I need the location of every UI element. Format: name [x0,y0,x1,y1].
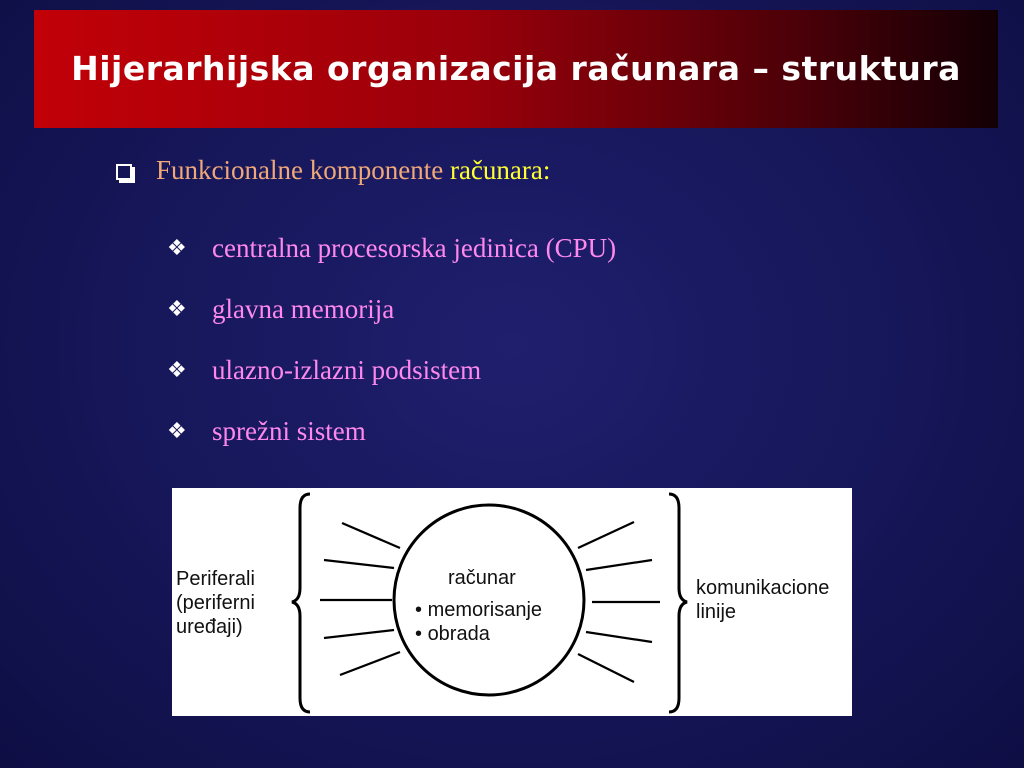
list-item [167,401,616,462]
right-label-line: linije [696,601,737,623]
main-bullet-text: Funkcionalne komponente [156,155,444,185]
left-rays [320,523,400,675]
sub-item-label: centralna procesorska jedinica (CPU) [212,233,617,263]
main-bullet [116,155,550,186]
right-brace-shape [669,494,687,712]
square-bullet-icon [116,164,132,180]
list-item [167,340,616,401]
right-label-line: komunikacione [696,577,830,599]
diamond-bullet-icon: ❖ [167,358,187,383]
left-label-line: Periferali [176,568,255,590]
list-item [167,279,616,340]
center-item: • memorisanje [415,599,543,621]
sub-bullet-list [167,218,616,462]
diamond-bullet-icon: ❖ [167,297,187,322]
left-label-line: (periferni [176,592,255,614]
diagram-svg [172,488,852,716]
center-item: • obrada [415,623,490,645]
sub-item-label: sprežni sistem [212,416,366,446]
list-item [167,218,616,279]
computer-diagram [172,488,852,716]
slide-title: Hijerarhijska organizacija računara – struktura [71,49,961,88]
left-brace-shape [292,494,310,712]
left-label [176,568,260,638]
left-label-line: uređaji) [176,616,243,638]
center-title: računar [448,567,516,589]
main-bullet-highlight: računara: [449,155,551,185]
sub-item-label: ulazno-izlazni podsistem [212,355,482,385]
title-bar [34,10,998,128]
diamond-bullet-icon: ❖ [167,419,187,444]
right-label [696,577,835,623]
diamond-bullet-icon: ❖ [167,236,187,261]
sub-item-label: glavna memorija [212,294,395,324]
right-rays [578,522,660,682]
